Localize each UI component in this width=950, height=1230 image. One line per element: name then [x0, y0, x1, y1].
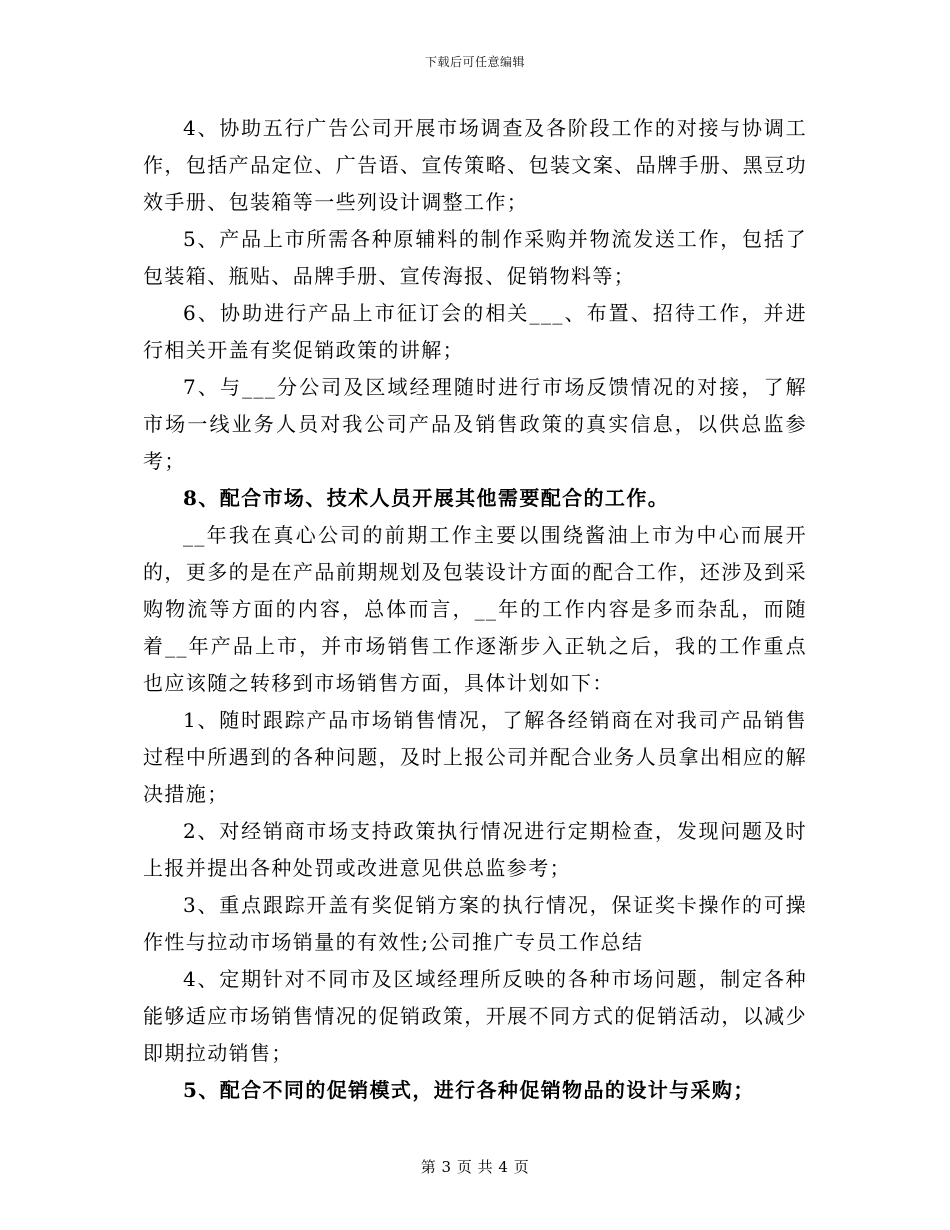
paragraph-item-4-ad-agency: 4、协助五行广告公司开展市场调查及各阶段工作的对接与协调工作，包括产品定位、广告语、宣传策略、包装文案、品牌手册、黑豆功效手册、包装箱等一些列设计调整工作； — [143, 116, 807, 214]
paragraph-plan-4-policy: 4、定期针对不同市及区域经理所反映的各种市场问题，制定各种能够适应市场销售情况的促销政策，开展不同方式的促销活动，以减少即期拉动销售； — [143, 967, 807, 1065]
paragraph-plan-1-tracking: 1、随时跟踪产品市场销售情况，了解各经销商在对我司产品销售过程中所遇到的各种问题，及时上报公司并配合业务人员拿出相应的解决措施； — [143, 708, 807, 806]
paragraph-item-5-materials: 5、产品上市所需各种原辅料的制作采购并物流发送工作，包括了包装箱、瓶贴、品牌手册、宣传海报、促销物料等； — [143, 227, 807, 288]
page-footer: 第 3 页 共 4 页 — [420, 1158, 530, 1176]
document-body — [143, 110, 807, 1109]
paragraph-work-summary: __年我在真心公司的前期工作主要以围绕酱油上市为中心而展开的，更多的是在产品前期规划及包装设计方面的配合工作，还涉及到采购物流等方面的内容，总体而言，__年的工作内容是多而杂乱，而随着__年产品上市，并市场销售工作逐渐步入正轨之后，我的工作重点也应该随之转移到市场销售方面，具体计划如下： — [143, 523, 807, 695]
paragraph-plan-3-promotion: 3、重点跟踪开盖有奖促销方案的执行情况，保证奖卡操作的可操作性与拉动市场销量的有效性;公司推广专员工作总结 — [143, 893, 807, 954]
paragraph-plan-5-design: 5、配合不同的促销模式，进行各种促销物品的设计与采购； — [183, 1078, 755, 1102]
paragraph-item-8-cooperation: 8、配合市场、技术人员开展其他需要配合的工作。 — [183, 486, 670, 510]
header-note: 下载后可任意编辑 — [424, 55, 525, 69]
paragraph-item-6-launch-meeting: 6、协助进行产品上市征订会的相关___、布置、招待工作，并进行相关开盖有奖促销政策的讲解； — [143, 301, 807, 362]
paragraph-item-7-market-feedback: 7、与___分公司及区域经理随时进行市场反馈情况的对接，了解市场一线业务人员对我公司产品及销售政策的真实信息，以供总监参考； — [143, 375, 807, 473]
paragraph-plan-2-inspection: 2、对经销商市场支持政策执行情况进行定期检查，发现问题及时上报并提出各种处罚或改进意见供总监参考； — [143, 819, 807, 880]
